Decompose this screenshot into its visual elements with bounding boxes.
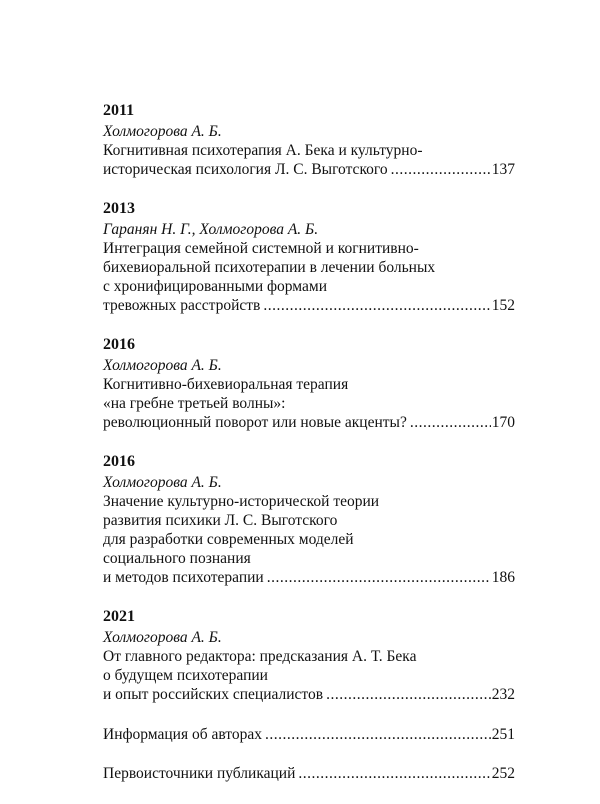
entry-authors: Холмогорова А. Б. [103,474,222,491]
entry-title-line: Значение культурно-исторической теории [103,493,380,510]
entry-last-line[interactable] [103,413,515,432]
entry-title: Информация об авторах [103,726,262,743]
entry-title-line: с хронифицированными формами [103,278,327,295]
entry-title-line: развития психики Л. С. Выготского [103,512,338,529]
toc-entry [103,102,515,179]
entry-year: 2016 [103,453,135,470]
entry-last-line[interactable] [103,685,515,704]
page-number: 252 [491,765,515,782]
entry-last-line[interactable] [103,160,515,179]
entry-title-line: «на гребне третьей волны»: [103,395,286,412]
entry-year: 2013 [103,200,135,217]
entry-title-line: историческая психология Л. С. Выготского [103,161,388,178]
entry-authors: Холмогорова А. Б. [103,357,222,374]
entry-title-line: Когнитивная психотерапия А. Бека и культурно- [103,142,423,159]
dot-leader [263,296,490,315]
toc-entry-simple [103,725,515,744]
page-number: 232 [491,686,515,703]
dot-leader [267,568,491,587]
entry-title-line: революционный поворот или новые акценты? [103,414,407,431]
entry-year: 2011 [103,102,135,119]
dot-leader [410,413,491,432]
toc-entry [103,200,515,315]
entry-title-line: Интеграция семейной системной и когнитивно- [103,240,419,257]
page-number: 186 [491,569,515,586]
entry-title-line: От главного редактора: предсказания А. Т. Бека [103,648,417,665]
entry-title-line: бихевиоральной психотерапии в лечении больных [103,259,436,276]
page-number: 137 [491,161,515,178]
entry-year: 2016 [103,336,135,353]
entry-authors: Гаранян Н. Г., Холмогорова А. Б. [103,221,319,238]
entry-last-line[interactable] [103,764,515,783]
toc-entry-simple [103,764,515,783]
entry-last-line[interactable] [103,568,515,587]
entry-title-line: и опыт российских специалистов [103,686,324,703]
dot-leader [265,725,491,744]
dot-leader [298,764,490,783]
entry-title-line: для разработки современных моделей [103,531,354,548]
entry-year: 2021 [103,608,135,625]
page-number: 170 [491,414,515,431]
toc-entry [103,608,515,704]
dot-leader [326,685,491,704]
entry-last-line[interactable] [103,725,515,744]
entry-title: Первоисточники публикаций [103,765,296,782]
page-number: 251 [491,726,515,743]
entry-title-line: Когнитивно-бихевиоральная терапия [103,376,349,393]
entry-last-line[interactable] [103,296,515,315]
entry-authors: Холмогорова А. Б. [103,629,222,646]
toc-entry [103,453,515,587]
entry-title-line: и методов психотерапии [103,569,264,586]
toc-entry [103,336,515,432]
table-of-contents [103,102,515,804]
page-number: 152 [491,297,515,314]
entry-authors: Холмогорова А. Б. [103,123,222,140]
dot-leader [391,160,491,179]
entry-title-line: тревожных расстройств [103,297,261,314]
entry-title-line: социального познания [103,550,251,567]
entry-title-line: о будущем психотерапии [103,667,268,684]
